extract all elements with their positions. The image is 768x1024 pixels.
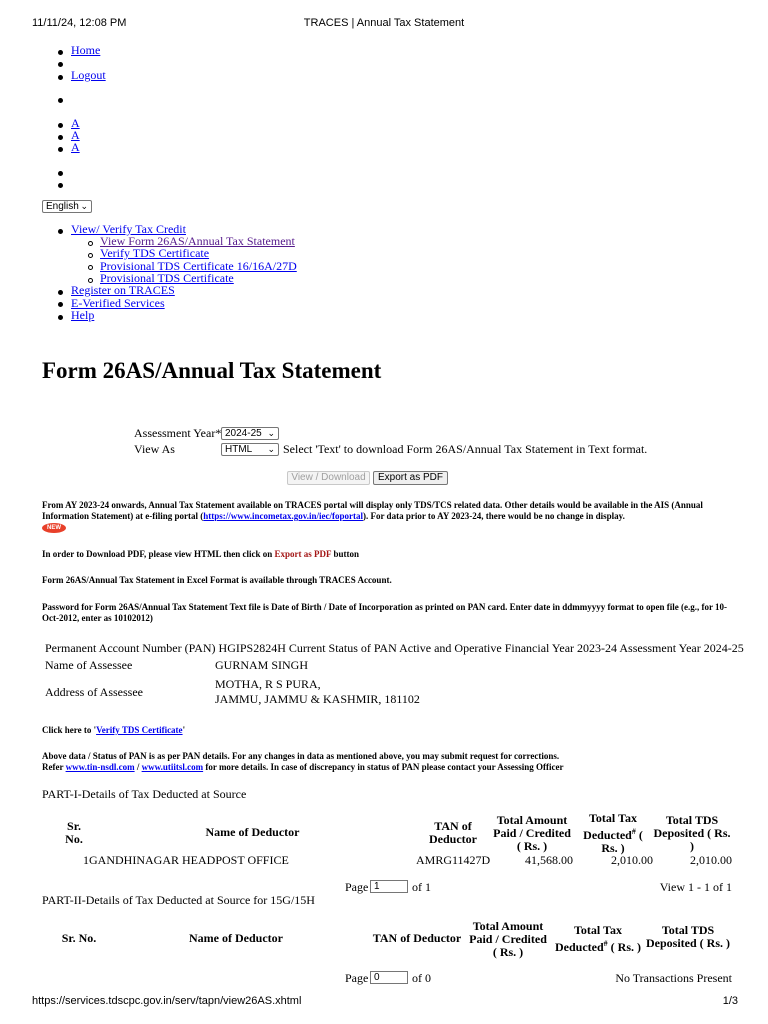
verify-tds-suffix: ' xyxy=(182,725,186,735)
page-title: Form 26AS/Annual Tax Statement xyxy=(42,358,382,383)
part1-header-tax-deducted xyxy=(578,812,648,855)
font-size-small-link[interactable]: A xyxy=(71,116,80,130)
menu-help[interactable]: Help xyxy=(71,308,95,322)
new-badge-icon: NEW xyxy=(42,523,66,533)
pan-disclaimer xyxy=(42,751,742,773)
verify-tds-prefix: Click here to ' xyxy=(42,725,97,735)
part1-header-tax-sup: # xyxy=(631,827,636,836)
bullet xyxy=(58,62,63,67)
utiitsl-link[interactable]: www.utiitsl.com xyxy=(141,762,204,772)
part1-page-total: of 1 xyxy=(412,880,431,894)
font-size-medium-link[interactable]: A xyxy=(71,128,80,142)
part2-no-transactions: No Transactions Present xyxy=(615,971,732,985)
verify-tds-line xyxy=(42,725,185,735)
language-select-value: English xyxy=(46,201,79,212)
part1-title: PART-I-Details of Tax Deducted at Source xyxy=(42,787,247,801)
bullet xyxy=(58,75,63,80)
print-footer-url: https://services.tdscpc.gov.in/serv/tapn/view26AS.xhtml xyxy=(32,995,302,1007)
bullet xyxy=(58,183,63,188)
chevron-down-icon: ⌄ xyxy=(267,444,275,454)
ais-notice xyxy=(42,500,732,522)
part2-header-amount: Total Amount Paid / Credited ( Rs. ) xyxy=(469,919,547,959)
view-download-button[interactable]: View / Download xyxy=(287,471,370,485)
view-as-value: HTML xyxy=(225,444,253,455)
export-pdf-highlight: Export as PDF xyxy=(274,549,332,559)
part1-header-amount: Total Amount Paid / Credited ( Rs. ) xyxy=(493,813,571,853)
efiling-portal-link[interactable]: https://www.incometax.gov.in/iec/foportal xyxy=(203,511,363,521)
circle-bullet xyxy=(88,241,93,246)
pdf-instruction-suffix: button xyxy=(331,549,359,559)
part2-page-total: of 0 xyxy=(412,971,431,985)
disclaimer-text: Above data / Status of PAN is as per PAN details. For any changes in data as mentioned above, you may submit request for corrections. xyxy=(42,751,560,761)
bullet xyxy=(58,123,63,128)
part2-header-tan: TAN of Deductor xyxy=(372,931,462,945)
bullet xyxy=(58,302,63,307)
assessment-year-select[interactable] xyxy=(221,427,279,440)
password-notice: Password for Form 26AS/Annual Tax Statement Text file is Date of Birth / Date of Incorporation as printed on PAN card. Enter date in ddmmyyyy format to open file (e.g., for 10-Oct-2012, enter as 10102012) xyxy=(42,602,728,623)
part2-title: PART-II-Details of Tax Deducted at Source for 15G/15H xyxy=(42,893,315,907)
part1-page-input[interactable]: 1 xyxy=(370,880,408,893)
menu-verify-tds-certificate[interactable]: Verify TDS Certificate xyxy=(100,246,210,260)
print-title: TRACES | Annual Tax Statement xyxy=(303,17,465,29)
assessment-year-label: Assessment Year* xyxy=(134,426,222,440)
pdf-instruction-text: In order to Download PDF, please view HTML then click on xyxy=(42,549,275,559)
part1-header-tax-text: Total Tax Deducted xyxy=(583,811,637,842)
logout-link[interactable]: Logout xyxy=(71,68,106,82)
part2-header-tax-sup: # xyxy=(603,939,608,948)
part2-page-label: Page xyxy=(345,971,369,985)
part1-row-amount: 41,568.00 xyxy=(525,853,573,867)
circle-bullet xyxy=(88,253,93,258)
excel-notice: Form 26AS/Annual Tax Statement in Excel Format is available through TRACES Account. xyxy=(42,575,392,585)
bullet xyxy=(58,135,63,140)
bullet xyxy=(58,315,63,320)
pdf-instruction xyxy=(42,549,359,559)
part2-page-input[interactable]: 0 xyxy=(370,971,408,984)
circle-bullet xyxy=(88,265,93,270)
ais-notice-text-end: ). For data prior to AY 2023-24, there would be no change in display. xyxy=(362,511,625,521)
bullet xyxy=(58,229,63,234)
part1-page-label: Page xyxy=(345,880,369,894)
part1-row-tax: 2,010.00 xyxy=(611,853,653,867)
chevron-down-icon: ⌄ xyxy=(267,428,275,438)
part1-header-tds-deposited: Total TDS Deposited ( Rs. ) xyxy=(653,813,731,853)
part2-header-tax-rs: ( Rs. ) xyxy=(607,940,641,954)
part1-header-tax-rs: ( Rs. ) xyxy=(601,828,643,855)
part2-header-tax-text: Total Tax Deducted xyxy=(555,923,622,954)
disclaimer-refer: Refer xyxy=(42,762,66,772)
bullet xyxy=(58,171,63,176)
part1-row-tan: AMRG11427D xyxy=(416,853,491,867)
ais-notice-text: From AY 2023-24 onwards, Annual Tax Statement available on TRACES portal will display only TDS/TCS related data. Other details would be available in the AIS (Annual Information Statement) at e-filing portal ( xyxy=(42,500,703,521)
font-size-large-link[interactable]: A xyxy=(71,140,80,154)
disclaimer-rest: for more details. In case of discrepancy in status of PAN please contact your Assessing Officer xyxy=(203,762,564,772)
part1-row-name: GANDHINAGAR HEADPOST OFFICE xyxy=(89,853,289,867)
view-as-hint: Select 'Text' to download Form 26AS/Annual Tax Statement in Text format. xyxy=(283,442,648,456)
view-as-select[interactable] xyxy=(221,443,279,456)
assessment-year-value: 2024-25 xyxy=(225,428,262,439)
menu-provisional-tds-16[interactable]: Provisional TDS Certificate 16/16A/27D xyxy=(100,259,297,273)
menu-view-form-26as[interactable]: View Form 26AS/Annual Tax Statement xyxy=(100,234,295,248)
menu-view-verify-tax-credit[interactable]: View/ Verify Tax Credit xyxy=(71,222,186,236)
part1-header-name-of-deductor: Name of Deductor xyxy=(205,825,300,839)
menu-e-verified-services[interactable]: E-Verified Services xyxy=(71,296,165,310)
menu-register-on-traces[interactable]: Register on TRACES xyxy=(71,283,175,297)
part2-header-tds-deposited: Total TDS Deposited ( Rs. ) xyxy=(646,923,730,950)
part2-header-sr-no: Sr. No. xyxy=(61,931,97,945)
export-as-pdf-button[interactable]: Export as PDF xyxy=(373,471,448,485)
home-link[interactable]: Home xyxy=(71,43,101,57)
table-row xyxy=(83,853,289,868)
assessee-address-label: Address of Assessee xyxy=(45,685,143,699)
print-datetime: 11/11/24, 12:08 PM xyxy=(32,17,127,29)
tin-nsdl-link[interactable]: www.tin-nsdl.com xyxy=(65,762,135,772)
disclaimer-separator: / xyxy=(134,762,142,772)
bullet xyxy=(58,98,63,103)
chevron-down-icon: ⌄ xyxy=(80,201,88,211)
assessee-address-line1: MOTHA, R S PURA, xyxy=(215,677,321,691)
assessee-name-value: GURNAM SINGH xyxy=(215,658,309,672)
part2-header-tax-deducted xyxy=(552,924,644,954)
print-footer-page: 1/3 xyxy=(722,995,738,1007)
part1-view-range: View 1 - 1 of 1 xyxy=(659,880,732,894)
part1-header-sr-no: Sr. No. xyxy=(65,819,83,846)
bullet xyxy=(58,147,63,152)
part1-row-tds: 2,010.00 xyxy=(690,853,732,867)
view-as-label: View As xyxy=(134,442,175,456)
part1-header-tan: TAN of Deductor xyxy=(429,819,477,846)
assessee-name-label: Name of Assessee xyxy=(45,658,133,672)
menu-provisional-tds[interactable]: Provisional TDS Certificate xyxy=(100,271,234,285)
part2-header-name-of-deductor: Name of Deductor xyxy=(189,931,283,945)
bullet xyxy=(58,50,63,55)
bullet xyxy=(58,290,63,295)
pan-status-line: Permanent Account Number (PAN) HGIPS2824H Current Status of PAN Active and Operative Financial Year 2023-24 Assessment Year 2024-25 xyxy=(45,641,744,655)
part1-row-sr: 1 xyxy=(83,853,89,867)
assessee-address-line2: JAMMU, JAMMU & KASHMIR, 181102 xyxy=(215,692,420,706)
verify-tds-certificate-link[interactable]: Verify TDS Certificate xyxy=(96,725,183,735)
language-select[interactable] xyxy=(42,200,92,213)
